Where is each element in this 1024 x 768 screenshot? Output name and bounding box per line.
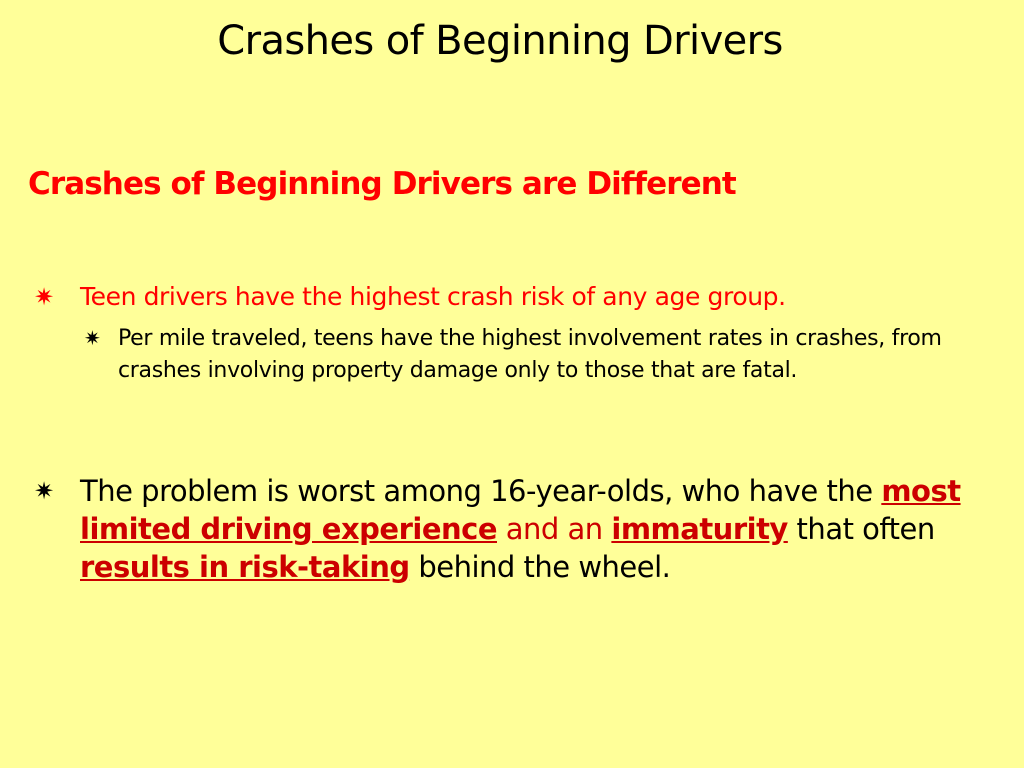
sub-bullet-text: Per mile traveled, teens have the highest involvement rates in crashes, from crashes involving property damage only to those that are fatal. <box>118 326 942 383</box>
asterisk-star-icon: ✷ <box>34 477 55 505</box>
sub-bullet-per-mile <box>84 323 1000 387</box>
bullet-teen-risk <box>34 280 994 314</box>
emphasis-risk-taking: results in risk-taking <box>80 550 410 584</box>
bullet-text <box>80 472 1004 586</box>
bullet-text: Teen drivers have the highest crash risk of any age group. <box>80 282 786 311</box>
slide-title: Crashes of Beginning Drivers <box>217 18 783 64</box>
bullet-text-part: The problem is worst among 16-year-olds, who have the <box>80 474 882 508</box>
asterisk-star-icon: ✷ <box>84 326 101 350</box>
asterisk-star-icon: ✷ <box>34 283 55 311</box>
emphasis-experience: most limited driving experience <box>80 474 961 546</box>
emphasis-immaturity: immaturity <box>611 512 788 546</box>
bullet-text-part: behind the wheel. <box>409 550 671 584</box>
slide-subtitle: Crashes of Beginning Drivers are Different <box>28 166 736 202</box>
bullet-16-year-olds <box>34 472 1004 586</box>
bullet-text-part: and an <box>497 512 612 546</box>
bullet-text-part: that often <box>787 512 935 546</box>
